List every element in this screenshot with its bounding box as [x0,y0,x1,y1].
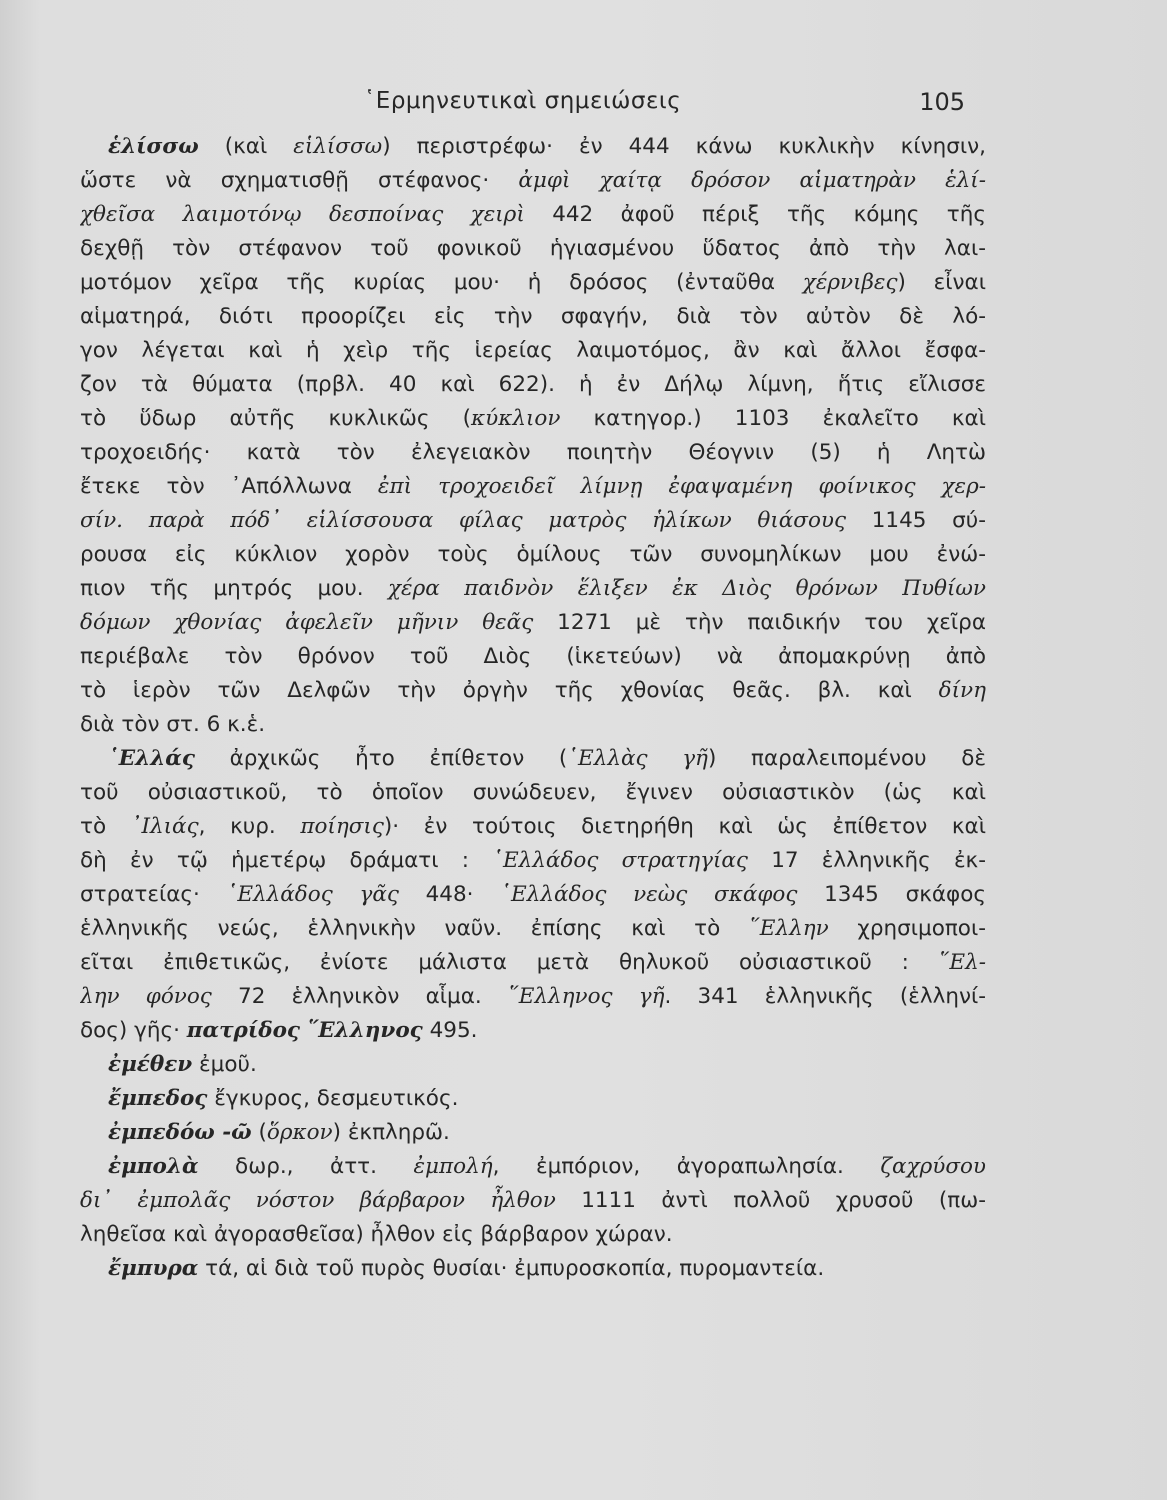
entry-line [80,436,986,470]
gloss-text: )· ἐν τούτοις διετηρήθη καὶ ὡς ἐπίθετον καὶ [383,814,986,839]
entry-first-line [80,1082,986,1116]
gloss-text: δωρ., ἀττ. [198,1154,414,1179]
gloss-text: . 341 ἑλληνικῆς (ἑλληνί- [664,984,986,1009]
gloss-text: 495. [422,1018,478,1043]
entry-first-line [80,1150,986,1184]
gloss-text: δος) γῆς· [80,1018,187,1043]
entry-line [80,164,986,198]
entry-line [80,368,986,402]
quotation-text: ῾Ελλάδος νεὼς σκάφος [500,882,798,907]
quotation-text: εἱλίσσω [293,134,383,159]
headword: ἑλίσσω [108,134,199,159]
gloss-text: ἔγκυρος, δεσμευτικός. [207,1086,459,1111]
gloss-text: 72 ἑλληνικὸν αἷμα. [211,984,508,1009]
headword: ῾Ελλάς [108,746,195,771]
entry-line [80,334,986,368]
gloss-text: 1145 σύ- [846,508,986,533]
gloss-text: ) παραλειπομένου δὲ [707,746,986,771]
gloss-text: ἔτεκε τὸν ᾿Απόλλωνα [80,474,378,499]
gloss-text: τὸ ἱερὸν τῶν Δελφῶν τὴν ὀργὴν τῆς χθονίας θεᾶς. βλ. καὶ [80,678,939,703]
headword: ἐμπεδόω -ῶ [108,1120,252,1145]
page-number: 105 [919,88,965,116]
entry-line [80,1014,986,1048]
lexicon-entry [80,1252,986,1286]
gloss-text: στρατείας· [80,882,227,907]
gloss-text: γον λέγεται καὶ ἡ χεὶρ τῆς ἱερείας λαιμοτόμος, ἂν καὶ ἄλλοι ἔσφα- [80,338,986,363]
entry-line [80,810,986,844]
entry-line [80,198,986,232]
gloss-text: τοῦ οὐσιαστικοῦ, τὸ ὁποῖον συνώδευεν, ἔγινεν οὐσιαστικὸν (ὡς καὶ [80,780,986,805]
gloss-text: τὸ [80,814,131,839]
entry-line [80,980,986,1014]
gloss-text: δὴ ἐν τῷ ἡμετέρῳ δράματι : [80,848,493,873]
entry-first-line [80,742,986,776]
gloss-text: τά, αἱ διὰ τοῦ πυρὸς θυσίαι· ἐμπυροσκοπία, πυρομαντεία. [198,1256,825,1281]
gloss-text: ὥστε νὰ σχηματισθῇ στέφανος· [80,168,519,193]
running-title: ῾Ερμηνευτικαὶ σημειώσεις [363,88,682,114]
gloss-text: αἱματηρά, διότι προορίζει εἰς τὴν σφαγήν, διὰ τὸν αὐτὸν δὲ λό- [80,304,986,329]
lexicon-entry [80,1048,986,1082]
entry-line [80,402,986,436]
gloss-text: διὰ τὸν στ. 6 κ.ἑ. [80,712,266,737]
gloss-text: κατηγορ.) 1103 ἐκαλεῖτο καὶ [560,406,986,431]
entry-line [80,640,986,674]
quotation-text: ῞Ελ- [938,950,986,975]
entry-line [80,878,986,912]
headword: ἐμέθεν [108,1052,193,1077]
gloss-text: εῖται ἐπιθετικῶς, ἐνίοτε μάλιστα μετὰ θηλυκοῦ οὐσιαστικοῦ : [80,950,939,975]
gloss-text: 448· [398,882,501,907]
quotation-text: ῾Ελλάδος στρατηγίας [492,848,748,873]
gloss-text: ζον τὰ θύματα (πρβλ. 40 καὶ 622). ἡ ἐν Δήλῳ λίμνη, ἥτις εἴλισσε [80,372,986,397]
quotation-text: ῞Ελληνος γῆ [507,984,665,1009]
gloss-text: χρησιμοποι- [828,916,986,941]
entry-line [80,266,986,300]
quotation-text: ἀμφὶ χαίτᾳ δρόσον αἱματηρὰν ἑλί- [518,168,986,193]
gloss-text: 442 ἀφοῦ πέριξ τῆς κόμης τῆς [524,202,986,227]
quotation-text: κύκλιον [471,406,561,431]
entry-line [80,912,986,946]
quotation-text: ἐπὶ τροχοειδεῖ λίμνῃ ἐφαψαμένη φοίνικος χερ- [377,474,986,499]
lexicon-entry [80,1116,986,1150]
entry-line [80,504,986,538]
gloss-text: ( [251,1120,267,1145]
gloss-text: (καὶ [198,134,294,159]
entry-line [80,776,986,810]
quotation-text: ῾Ελλὰς γῆ [567,746,708,771]
lexicon-entry [80,1082,986,1116]
gloss-text: ἀρχικῶς ἦτο ἐπίθετον ( [194,746,568,771]
quotation-text: ῾Ελλάδος γᾶς [226,882,399,907]
headword: ἐμπολὰ [108,1154,199,1179]
quotation-text: σίν. παρὰ πόδ᾿ εἱλίσσουσα φίλας ματρὸς ἡλίκων θιάσους [80,508,847,533]
entry-line [80,232,986,266]
headword: ἔμπυρα [108,1256,199,1281]
gloss-text: ) περιστρέφω· ἐν 444 κάνω κυκλικὴν κίνησιν, [382,134,986,159]
entry-line [80,538,986,572]
entry-first-line [80,1116,986,1150]
lexicon-entry [80,742,986,1048]
entry-line [80,708,986,742]
gloss-text: δεχθῇ τὸν στέφανον τοῦ φονικοῦ ἡγιασμένου ὕδατος ἀπὸ τὴν λαι- [80,236,986,261]
headword: πατρίδος ῞Ελληνος [186,1018,423,1043]
entry-line [80,1184,986,1218]
gloss-text: 17 ἑλληνικῆς ἐκ- [747,848,986,873]
quotation-text: χέρνιβες [802,270,898,295]
quotation-text: χέρα παιδνὸν ἕλιξεν ἐκ Διὸς θρόνων Πυθίων [388,576,986,601]
gloss-text: , κυρ. [198,814,301,839]
headword: ἔμπεδος [108,1086,208,1111]
entry-line [80,674,986,708]
gloss-text: 1345 σκάφος [797,882,986,907]
gloss-text: ληθεῖσα καὶ ἀγορασθεῖσα) ἦλθον εἰς βάρβαρον χώραν. [80,1222,673,1247]
gloss-text: 1271 μὲ τὴν παιδικήν του χεῖρα [533,610,986,635]
quotation-text: ᾿Ιλιάς [130,814,199,839]
gloss-text: πιον τῆς μητρός μου. [80,576,389,601]
entry-line [80,606,986,640]
entry-line [80,946,986,980]
lexicon-text [80,130,986,1286]
quotation-text: λην φόνος [80,984,212,1009]
quotation-text: ῞Ελλην [749,916,829,941]
gloss-text: μοτόμον χεῖρα τῆς κυρίας μου· ἡ δρόσος (ἐνταῦθα [80,270,803,295]
entry-line [80,1218,986,1252]
quotation-text: ἐμπολή [413,1154,493,1179]
gloss-text: τροχοειδής· κατὰ τὸν ἐλεγειακὸν ποιητὴν Θέογνιν (5) ἡ Λητὼ [80,440,986,465]
quotation-text: ποίησις [300,814,384,839]
quotation-text: χθεῖσα λαιμοτόνῳ δεσποίνας χειρὶ [80,202,525,227]
lexicon-entry [80,130,986,742]
entry-line [80,844,986,878]
quotation-text: δι᾿ ἐμπολᾶς νόστον βάρβαρον ἦλθον [80,1188,556,1213]
entry-first-line [80,1048,986,1082]
gloss-text: 1111 ἀντὶ πολλοῦ χρυσοῦ (πω- [555,1188,986,1213]
quotation-text: ὅρκον [266,1120,333,1145]
gloss-text: ἐμοῦ. [192,1052,257,1077]
gloss-text: ρουσα εἰς κύκλιον χορὸν τοὺς ὁμίλους τῶν συνομηλίκων μου ἐνώ- [80,542,986,567]
entry-line [80,300,986,334]
lexicon-entry [80,1150,986,1252]
quotation-text: ζαχρύσου [880,1154,986,1179]
gloss-text: ) εἶναι [897,270,986,295]
gloss-text: , ἐμπόριον, ἀγοραπωλησία. [492,1154,881,1179]
entry-line [80,470,986,504]
quotation-text: δόμων χθονίας ἀφελεῖν μῆνιν θεᾶς [80,610,534,635]
gloss-text: ἑλληνικῆς νεώς, ἑλληνικὴν ναῦν. ἐπίσης καὶ τὸ [80,916,750,941]
page-header [80,88,965,124]
gloss-text: περιέβαλε τὸν θρόνον τοῦ Διὸς (ἱκετεύων) νὰ ἀπομακρύνῃ ἀπὸ [80,644,986,669]
gloss-text: τὸ ὕδωρ αὐτῆς κυκλικῶς ( [80,406,472,431]
gloss-text: ) ἐκπληρῶ. [332,1120,450,1145]
quotation-text: δίνη [938,678,986,703]
entry-first-line [80,1252,986,1286]
entry-first-line [80,130,986,164]
entry-line [80,572,986,606]
